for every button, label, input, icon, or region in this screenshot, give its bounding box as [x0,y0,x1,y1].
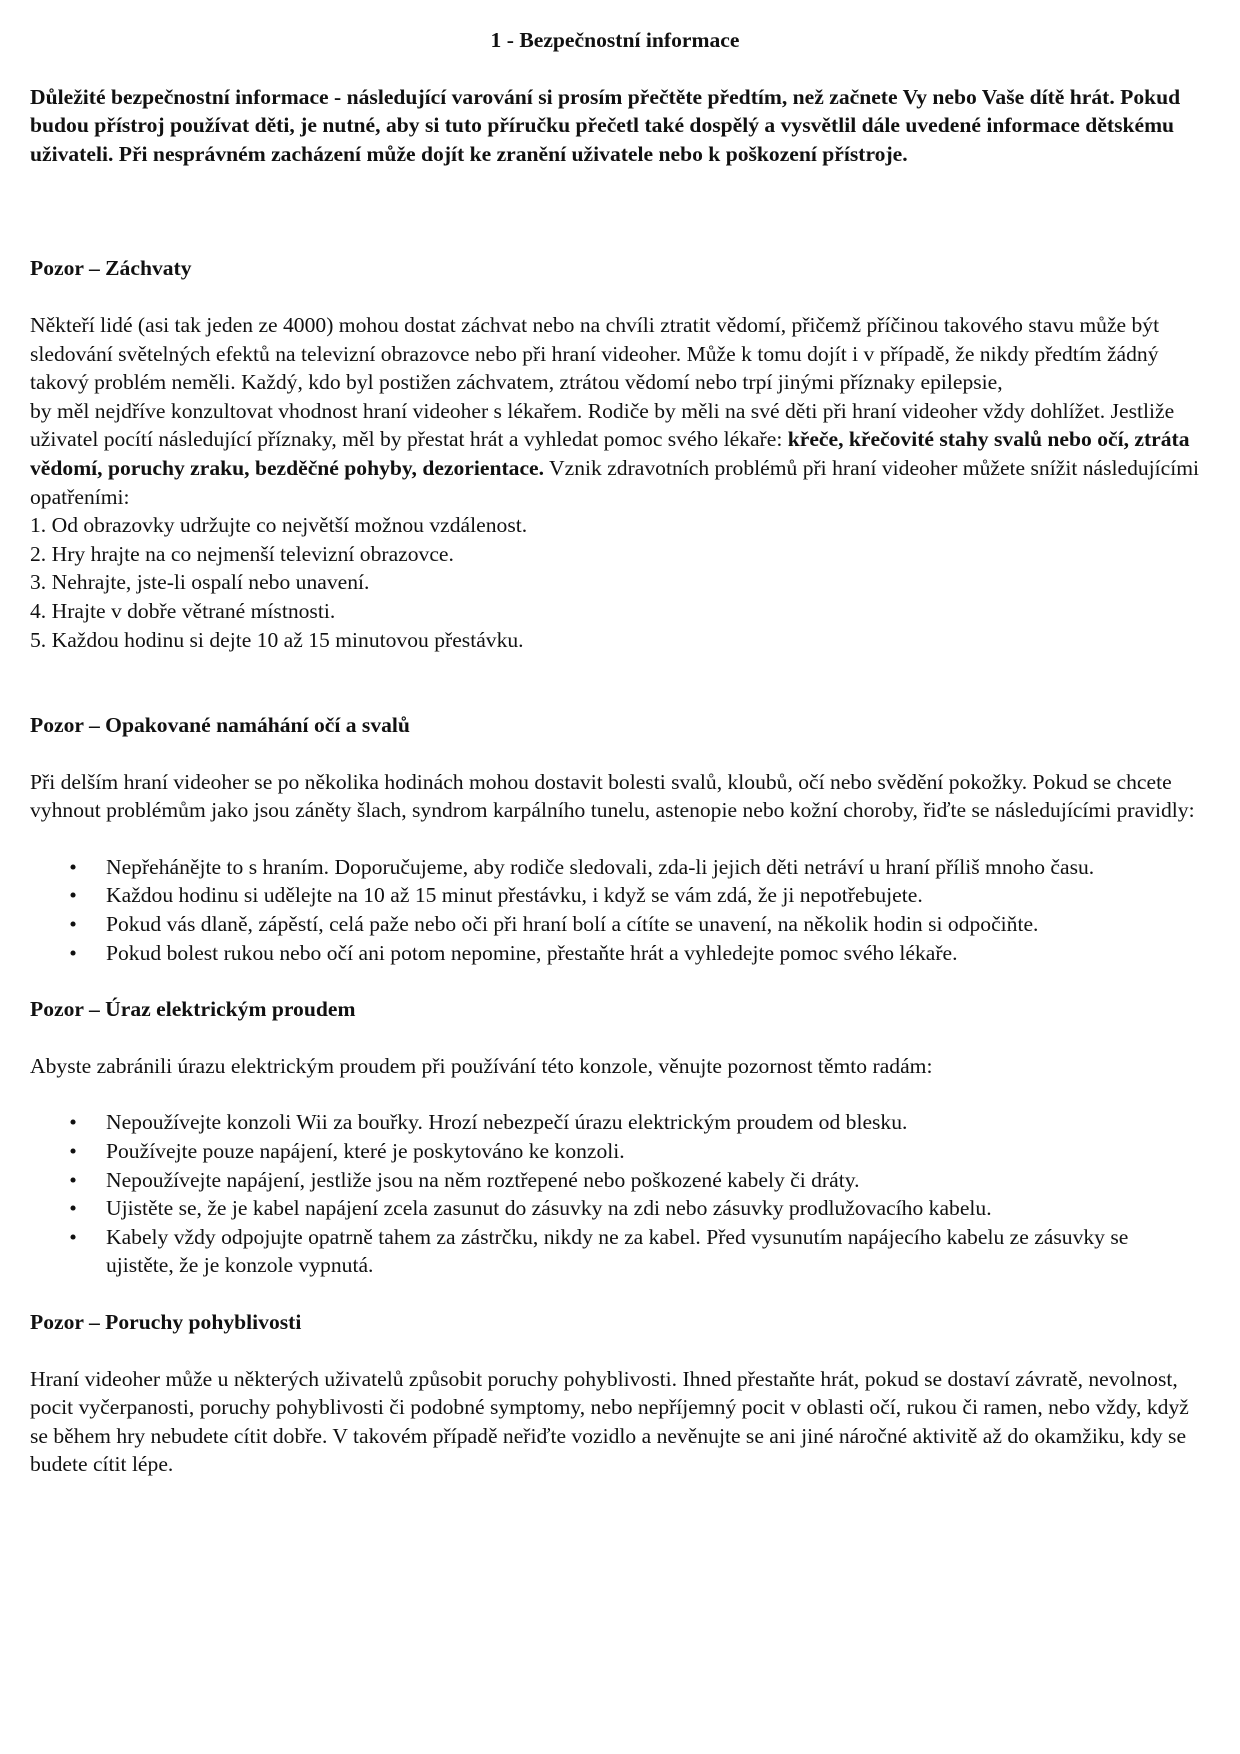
seizures-steps-list [30,511,1200,654]
list-item [30,881,1200,910]
heading-electric: Pozor – Úraz elektrickým proudem [30,997,356,1022]
bullet-icon: • [69,940,77,965]
seizures-paragraph-2 [30,397,1200,511]
electric-paragraph: Abyste zabránili úrazu elektrickým proudem při používání této konzole, věnujte pozornost těmto radám: [30,1053,933,1078]
bullet-icon: • [69,1224,77,1249]
page-title: 1 - Bezpečnostní informace [490,28,740,52]
list-item [30,1223,1200,1280]
seizures-symptoms: křeče, křečovité stahy svalů nebo očí, ztráta vědomí, poruchy zraku, bezděčné pohyby, dezorientace. [30,427,1190,480]
bullet-icon: • [69,1167,77,1192]
list-item [30,910,1200,939]
list-item [30,853,1200,882]
list-item-text: Ujistěte se, že je kabel napájení zcela zasunut do zásuvky na zdi nebo zásuvky prodlužovacího kabelu. [106,1196,992,1221]
bullet-icon: • [69,854,77,879]
seizures-paragraph-1: Někteří lidé (asi tak jeden ze 4000) mohou dostat záchvat nebo na chvíli ztratit vědomí, přičemž příčinou takového stavu může být sledování světelných efektů na televizní obrazovce nebo při hraní videoher. Může k tomu dojít i v případě, že nikdy předtím žádný takový problém neměli. Každý, kdo byl postižen záchvatem, ztrátou vědomí nebo trpí jinými příznaky epilepsie, [30,312,1160,395]
seizures-paragraph-2-end: Vznik zdravotních problémů při hraní videoher můžete snížit následujícími opatřeními: [30,455,1200,509]
list-item [30,1194,1200,1223]
heading-seizures: Pozor – Záchvaty [30,256,192,281]
section-seizures [30,254,1200,654]
list-item: 5. Každou hodinu si dejte 10 až 15 minutovou přestávku. [30,627,524,652]
list-item-text: Nepoužívejte napájení, jestliže jsou na něm roztřepené nebo poškozené kabely či dráty. [106,1167,860,1192]
list-item: 1. Od obrazovky udržujte co největší možnou vzdálenost. [30,513,528,538]
heading-strain: Pozor – Opakované namáhání očí a svalů [30,713,410,738]
spacer [30,1080,1200,1108]
intro-warning: Důležité bezpečnostní informace - následující varování si prosím přečtěte předtím, než začnete Vy nebo Vaše dítě hrát. Pokud budou přístroj používat děti, je nutné, aby si tuto příručku přečetl také dospělý a vysvětlil dále uvedené informace dětskému uživateli. Při nesprávném zacházení může dojít ke zranění uživatele nebo k poškození přístroje. [30,84,1181,166]
bullet-icon: • [69,1139,77,1164]
spacer [30,825,1200,853]
section-strain [30,711,1200,967]
bullet-icon: • [69,912,77,937]
list-item [30,1137,1200,1166]
list-item: 3. Nehrajte, jste-li ospalí nebo unavení. [30,570,370,595]
electric-bullet-list [30,1108,1200,1280]
spacer [30,967,1200,995]
list-item-text: Používejte pouze napájení, které je poskytováno ke konzoli. [106,1139,625,1164]
list-item-text: Pokud bolest rukou nebo očí ani potom nepomine, přestaňte hrát a vyhledejte pomoc svého lékaře. [106,940,958,965]
heading-motion: Pozor – Poruchy pohyblivosti [30,1310,302,1334]
list-item [30,1166,1200,1195]
strain-paragraph: Při delším hraní videoher se po několika hodinách mohou dostavit bolesti svalů, kloubů, očí nebo svědění pokožky. Pokud se chcete vyhnout problémům jako jsou záněty šlach, syndrom karpálního tunelu, astenopie nebo kožní choroby, řiďte se následujícími pravidly: [30,769,1195,823]
list-item-text: Kabely vždy odpojujte opatrně tahem za zástrčku, nikdy ne za kabel. Před vysunutím napájecího kabelu ze zásuvky se ujistěte, že je konzole vypnutá. [106,1224,1129,1278]
list-item-text: Nepoužívejte konzoli Wii za bouřky. Hrozí nebezpečí úrazu elektrickým proudem od blesku. [106,1110,908,1135]
bullet-icon: • [69,883,77,908]
bullet-icon: • [69,1110,77,1135]
seizures-paragraph-2-start: by měl nejdříve konzultovat vhodnost hraní videoher s lékařem. Rodiče by měli na své děti při hraní videoher vždy dohlížet. Jestliže uživatel pocítí následující příznaky, měl by přestat hrát a vyhledat pomoc svého lékaře: [30,398,1175,452]
section-motion [30,1308,1200,1479]
list-item-text: Každou hodinu si udělejte na 10 až 15 minut přestávku, i když se vám zdá, že ji nepotřebujete. [106,883,923,908]
list-item: 2. Hry hrajte na co nejmenší televizní obrazovce. [30,541,454,566]
list-item-text: Nepřehánějte to s hraním. Doporučujeme, aby rodiče sledovali, zda-li jejich děti netráví u hraní příliš mnoho času. [106,854,1095,879]
list-item: 4. Hrajte v dobře větrané místnosti. [30,598,336,623]
list-item [30,939,1200,968]
list-item [30,1108,1200,1137]
motion-paragraph: Hraní videoher může u některých uživatelů způsobit poruchy pohyblivosti. Ihned přestaňte hrát, pokud se dostaví závratě, nevolnost, pocit vyčerpanosti, poruchy pohyblivosti či podobné symptomy, nebo nepříjemný pocit v oblasti očí, rukou či ramen, nebo vždy, když se během hry nebudete cítit dobře. V takovém případě neřiďte vozidlo a nevěnujte se ani jiné náročné aktivitě až do okamžiku, kdy se budete cítit lépe. [30,1366,1189,1477]
strain-bullet-list [30,853,1200,967]
bullet-icon: • [69,1196,77,1221]
spacer [30,1280,1200,1308]
spacer [30,654,1200,711]
section-electric [30,995,1200,1280]
list-item-text: Pokud vás dlaně, zápěstí, celá paže nebo oči při hraní bolí a cítíte se unavení, na několik hodin si odpočiňte. [106,912,1039,937]
